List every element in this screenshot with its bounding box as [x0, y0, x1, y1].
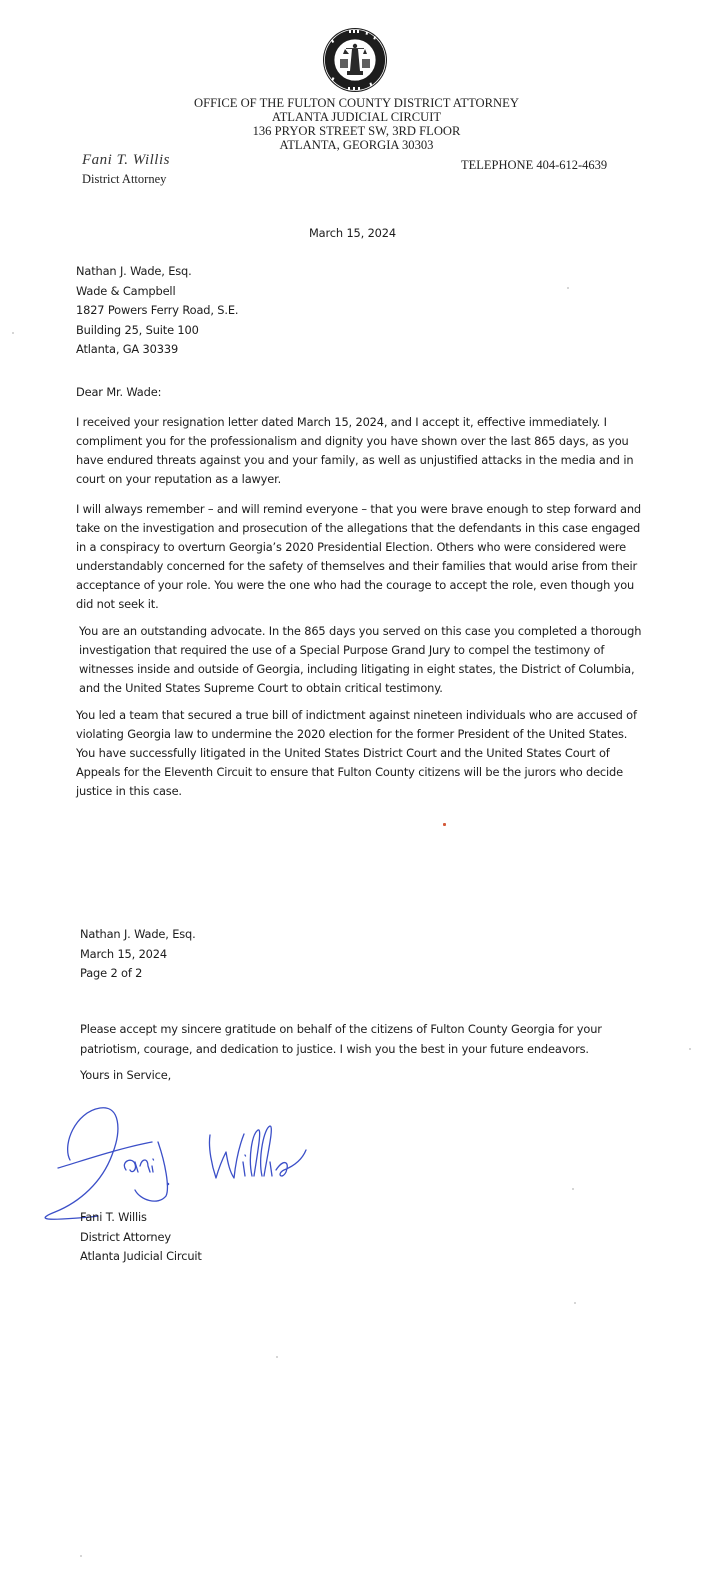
body-paragraph: I will always remember – and will remind everyone – that you were brave enough to step forward and take on the investigation and prosecution of the allegations that the defendants in this case engaged in a conspiracy to overturn Georgia’s 2020 Presidential Election. Others who were considered were understandably concerned for the safety of themselves and their families that would arise from their acceptance of your role. You were the one who had the courage to accept the role, even though you did not seek it.: [76, 502, 641, 611]
signer-title: District Attorney: [80, 1229, 171, 1244]
signer-circuit: Atlanta Judicial Circuit: [80, 1249, 202, 1263]
da-name-script: Fani T. Willis: [82, 152, 170, 168]
page-two-header: [80, 925, 196, 984]
scan-speck: [12, 332, 14, 334]
body-paragraph: You are an outstanding advocate. In the 865 days you served on this case you completed a thorough investigation that required the use of a Special Purpose Grand Jury to compel the testimony of witnesses inside and outside of Georgia, including litigating in eight states, the District of Columbia, and the United States Supreme Court to obtain critical testimony.: [79, 624, 642, 695]
recipient-street: 1827 Powers Ferry Road, S.E.: [76, 303, 239, 317]
recipient-address: [76, 262, 238, 360]
page-two-date: March 15, 2024: [80, 946, 167, 961]
office-telephone: TELEPHONE 404-612-4639: [461, 158, 608, 172]
recipient-name: Nathan J. Wade, Esq.: [76, 264, 192, 278]
scan-speck: [276, 1356, 278, 1358]
salutation: Dear Mr. Wade:: [76, 385, 162, 399]
letter-date: March 15, 2024: [309, 226, 396, 240]
signature-block: [80, 1208, 202, 1267]
scan-speck: [572, 1188, 574, 1190]
da-title: District Attorney: [82, 172, 167, 186]
scan-speck: [443, 823, 446, 826]
recipient-suite: Building 25, Suite 100: [76, 322, 199, 337]
office-name: OFFICE OF THE FULTON COUNTY DISTRICT ATTORNEY: [194, 96, 519, 110]
recipient-city: Atlanta, GA 30339: [76, 342, 179, 356]
letterhead: [0, 96, 719, 152]
body-paragraph: I received your resignation letter dated March 15, 2024, and I accept it, effective immediately. I compliment you for the professionalism and dignity you have shown over the last 865 days, as you have endured threats against you and your family, as well as unjustified attacks in the media and in court on your reputation as a lawyer.: [76, 415, 634, 486]
valediction: Yours in Service,: [80, 1068, 172, 1082]
closing-paragraph: Please accept my sincere gratitude on behalf of the citizens of Fulton County Georgia for your patriotism, courage, and dedication to justice. I wish you the best in your future endeavors.: [80, 1022, 602, 1056]
page-two-recipient: Nathan J. Wade, Esq.: [80, 927, 196, 941]
signer-name: Fani T. Willis: [80, 1210, 147, 1224]
scan-speck: [574, 1302, 576, 1304]
scan-speck: [689, 1048, 691, 1050]
handwritten-signature-icon: [40, 1100, 320, 1225]
scan-speck: [80, 1555, 82, 1557]
office-city: ATLANTA, GEORGIA 30303: [279, 138, 434, 152]
body-paragraph: You led a team that secured a true bill of indictment against nineteen individuals who are accused of violating Georgia law to undermine the 2020 election for the former President of the United States. You have successfully litigated in the United States District Court and the United States Court of Appeals for the Eleventh Circuit to ensure that Fulton County citizens will be the jurors who decide justice in this case.: [76, 708, 637, 798]
scan-speck: [567, 287, 569, 289]
office-street-address: 136 PRYOR STREET SW, 3RD FLOOR: [252, 124, 461, 138]
judicial-circuit: ATLANTA JUDICIAL CIRCUIT: [271, 110, 442, 124]
district-attorney-seal-icon: [322, 27, 388, 93]
page-number: Page 2 of 2: [80, 966, 143, 980]
recipient-firm: Wade & Campbell: [76, 283, 176, 298]
